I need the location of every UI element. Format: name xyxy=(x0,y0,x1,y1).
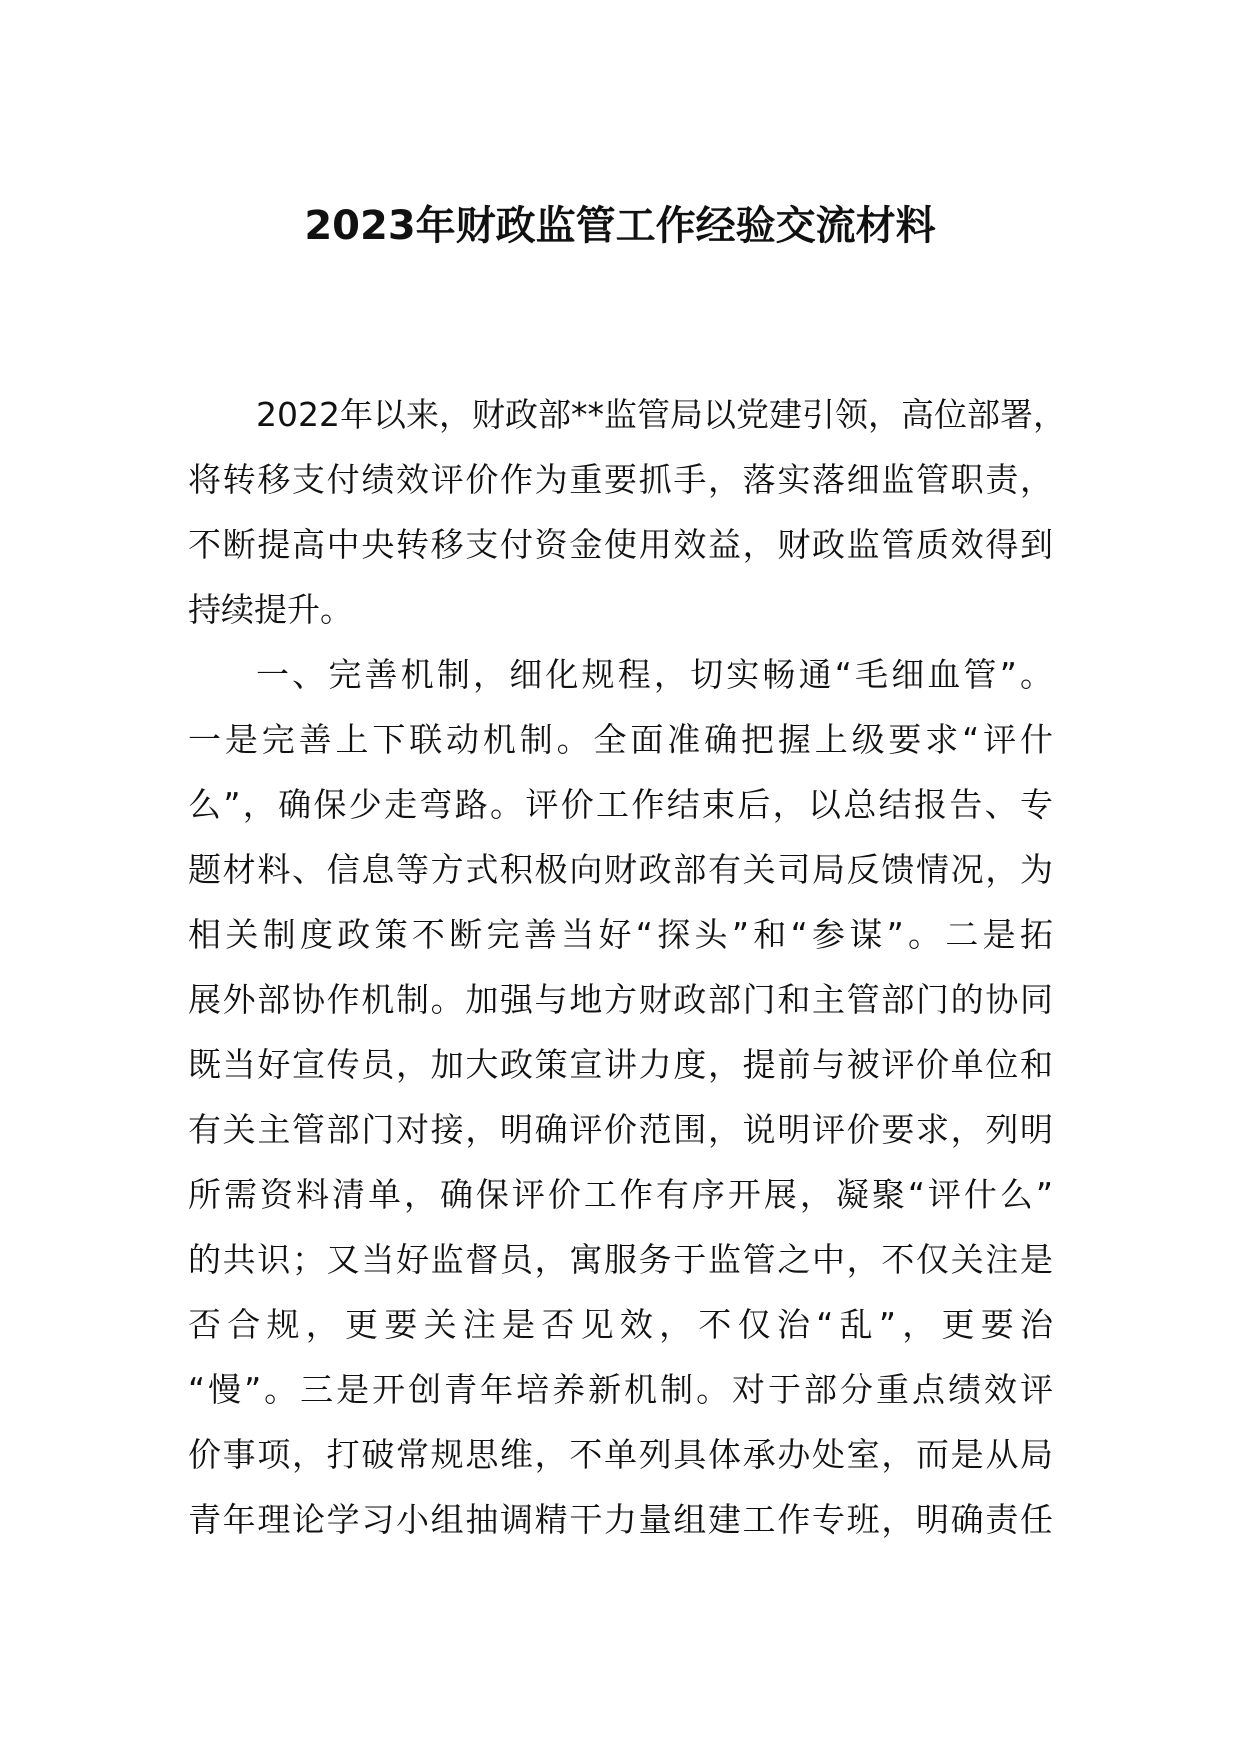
text-line: 的共识；又当好监督员，寓服务于监管之中，不仅关注是 xyxy=(188,1240,1053,1279)
text-line: 一是完善上下联动机制。全面准确把握上级要求“评什 xyxy=(188,720,1053,759)
text-line: 青年理论学习小组抽调精干力量组建工作专班，明确责任 xyxy=(188,1500,1053,1539)
text-line: 2022年以来，财政部**监管局以党建引领，高位部署， xyxy=(256,395,1066,434)
text-line: “慢”。三是开创青年培养新机制。对于部分重点绩效评 xyxy=(188,1370,1053,1409)
text-line: 持续提升。 xyxy=(188,590,353,629)
text-line: 不断提高中央转移支付资金使用效益，财政监管质效得到 xyxy=(188,525,1053,564)
text-line: 题材料、信息等方式积极向财政部有关司局反馈情况，为 xyxy=(188,850,1053,889)
text-line: 展外部协作机制。加强与地方财政部门和主管部门的协同 xyxy=(188,980,1053,1019)
text-line: 否合规，更要关注是否见效，不仅治“乱”，更要治 xyxy=(188,1305,1053,1344)
text-line: 相关制度政策不断完善当好“探头”和“参谋”。二是拓 xyxy=(188,915,1053,954)
text-line: 价事项，打破常规思维，不单列具体承办处室，而是从局 xyxy=(188,1435,1053,1474)
document-body xyxy=(188,382,1066,1552)
document-title: 2023年财政监管工作经验交流材料 xyxy=(304,203,936,249)
text-line: 有关主管部门对接，明确评价范围，说明评价要求，列明 xyxy=(188,1110,1053,1149)
text-line: 既当好宣传员，加大政策宣讲力度，提前与被评价单位和 xyxy=(188,1045,1053,1084)
text-line: 所需资料清单，确保评价工作有序开展，凝聚“评什么” xyxy=(188,1175,1053,1214)
text-line: 一、完善机制，细化规程，切实畅通“毛细血管”。 xyxy=(256,655,1053,694)
text-line: 么”，确保少走弯路。评价工作结束后，以总结报告、专 xyxy=(188,785,1053,824)
text-line: 将转移支付绩效评价作为重要抓手，落实落细监管职责， xyxy=(188,460,1053,499)
